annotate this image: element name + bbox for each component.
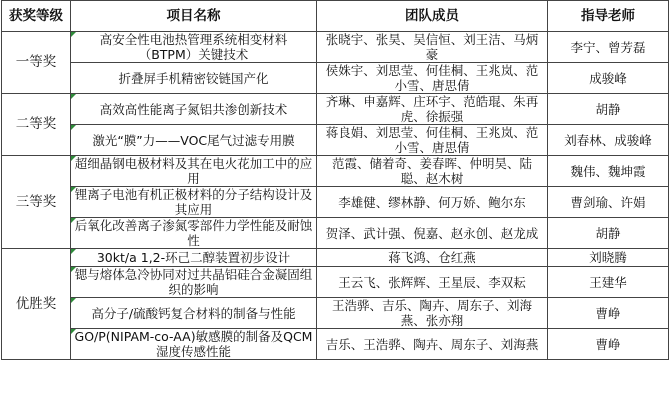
team-members: 蒋良娟、刘思莹、何佳桐、王兆岚、范小雪、唐思倩: [317, 125, 548, 156]
table-row: [2, 32, 669, 63]
header-members: 团队成员: [317, 1, 548, 32]
project-name: 超细晶钢电极材料及其在电火花加工中的应用: [71, 156, 317, 187]
table-row: [2, 187, 669, 218]
advisor: 李宁、曾芳磊: [548, 32, 669, 63]
table-row: [2, 267, 669, 298]
team-members: 侯姝宇、刘思莹、何佳桐、王兆岚、范小雪、唐思倩: [317, 63, 548, 94]
table-row: [2, 94, 669, 125]
advisor: 曹峥: [548, 298, 669, 329]
team-members: 张晓宇、张昊、吴信恒、刘王洁、马炳豪: [317, 32, 548, 63]
team-members: 蒋飞鸿、仓红燕: [317, 249, 548, 267]
project-name: 激光“膜”力——VOC尾气过滤专用膜: [71, 125, 317, 156]
project-name: 锂离子电池有机正极材料的分子结构设计及其应用: [71, 187, 317, 218]
advisor: 胡静: [548, 218, 669, 249]
project-name: GO/P(NIPAM-co-AA)敏感膜的制备及QCM湿度传感性能: [71, 329, 317, 360]
project-name: 高安全性电池热管理系统相变材料（BTPM）关键技术: [71, 32, 317, 63]
advisor: 王建华: [548, 267, 669, 298]
team-members: 贺泽、武计强、倪嘉、赵永创、赵龙成: [317, 218, 548, 249]
project-name: 高效高性能离子氮铝共渗创新技术: [71, 94, 317, 125]
table-row: [2, 63, 669, 94]
project-name: 折叠屏手机精密铰链国产化: [71, 63, 317, 94]
table-row: [2, 329, 669, 360]
team-members: 王浩骅、吉乐、陶卉、周东子、刘海燕、张亦翔: [317, 298, 548, 329]
award-level-merit: 优胜奖: [2, 249, 71, 360]
team-members: 王云飞、张辉辉、王星辰、李双耘: [317, 267, 548, 298]
awards-table: [1, 0, 669, 360]
team-members: 吉乐、王浩骅、陶卉、周东子、刘海燕: [317, 329, 548, 360]
table-row: [2, 125, 669, 156]
project-name: 30kt/a 1,2-环己二醇装置初步设计: [71, 249, 317, 267]
header-level: 获奖等级: [2, 1, 71, 32]
advisor: 成骏峰: [548, 63, 669, 94]
project-name: 后氧化改善离子渗氮零部件力学性能及耐蚀性: [71, 218, 317, 249]
table-row: [2, 218, 669, 249]
table-row: [2, 156, 669, 187]
advisor: 胡静: [548, 94, 669, 125]
table-row: [2, 249, 669, 267]
advisor: 刘春林、成骏峰: [548, 125, 669, 156]
advisor: 刘晓腾: [548, 249, 669, 267]
advisor: 曹峥: [548, 329, 669, 360]
table-row: [2, 298, 669, 329]
award-level-first: 一等奖: [2, 32, 71, 94]
header-row: [2, 1, 669, 32]
team-members: 范霞、储着奇、姜春晖、仲明昊、陆聪、赵木树: [317, 156, 548, 187]
award-level-third: 三等奖: [2, 156, 71, 249]
project-name: 高分子/硫酸钙复合材料的制备与性能: [71, 298, 317, 329]
team-members: 李雄健、缪林静、何万娇、鲍尔东: [317, 187, 548, 218]
header-project: 项目名称: [71, 1, 317, 32]
header-advisor: 指导老师: [548, 1, 669, 32]
award-level-second: 二等奖: [2, 94, 71, 156]
advisor: 魏伟、魏坤霞: [548, 156, 669, 187]
project-name: 锶与熔体急冷协同对过共晶铝硅合金凝固组织的影响: [71, 267, 317, 298]
team-members: 齐琳、申嘉辉、庄环宇、范皓琨、朱再虎、徐振强: [317, 94, 548, 125]
advisor: 曹剑瑜、许娟: [548, 187, 669, 218]
